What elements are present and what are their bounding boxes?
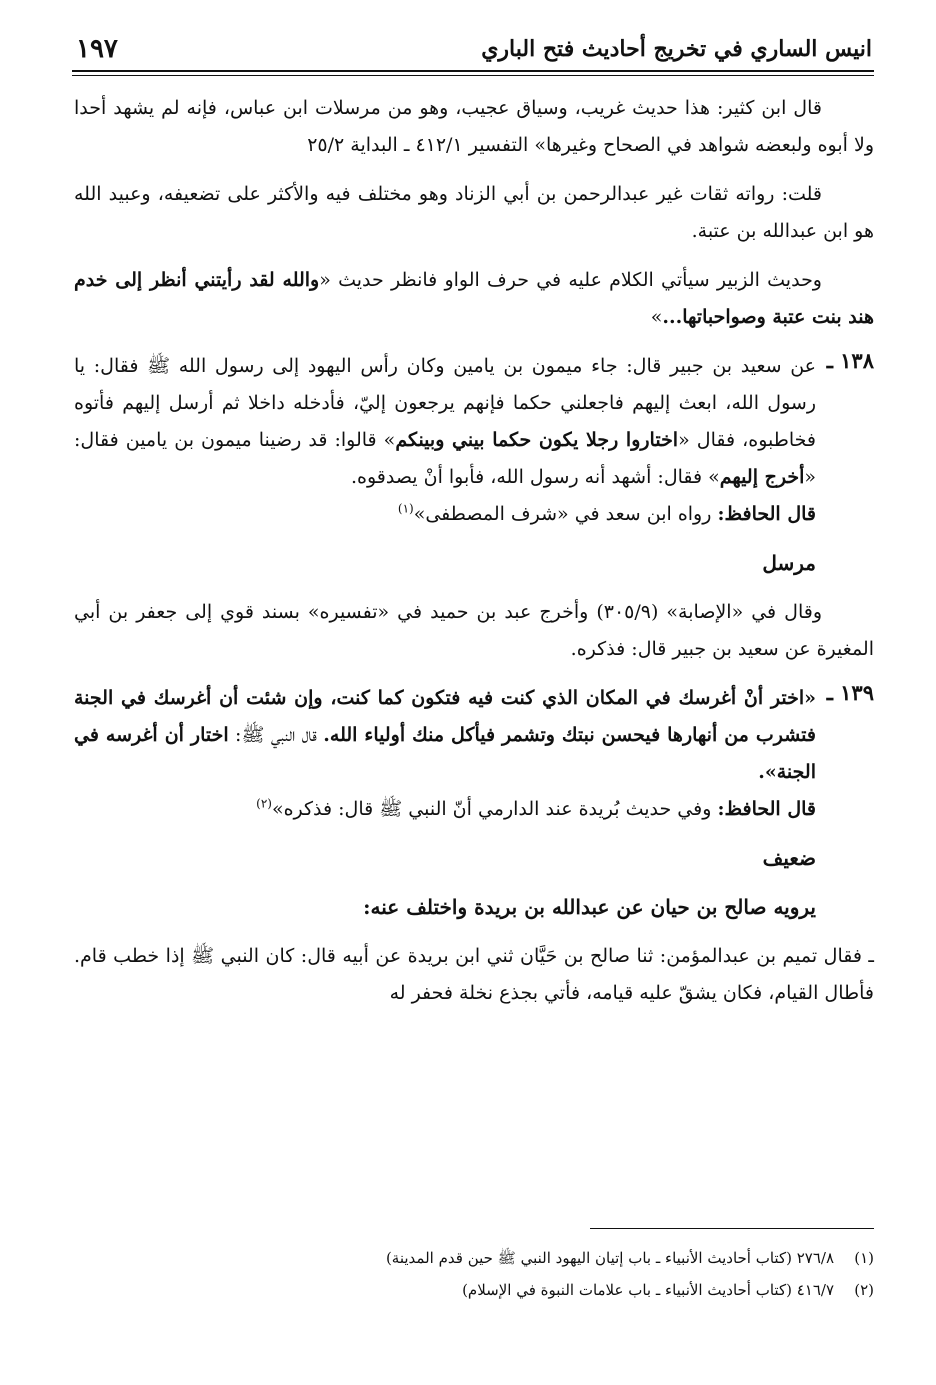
hadith-139-quote: «اختر أنْ أغرسك في المكان الذي كنت فيه فتكون كما كنت، وإن شئت أن أغرسك في الجنة فتشرب من أنهارها فيحسن نبتك وتشمر فيأكل منك أولياء الله. [74,687,816,746]
hafiz-note-138 [74,496,816,533]
footnote-number: (٢) [854,1281,874,1299]
header-rule [72,75,874,76]
hafiz-label: قال الحافظ: [717,798,816,820]
footnote-ref: (٢) [256,796,272,811]
hadith-139 [74,680,874,791]
footnote-ref: (١) [397,501,414,516]
paragraph-tamim: ـ فقال تميم بن عبدالمؤمن: ثنا صالح بن حَيَّان ثني ابن بريدة عن أبيه قال: كان النبي ﷺ إذا خطب قام. فأطال القيام، فكان يشقّ عليه قيامه، فأتي بجذع نخلة فحفر له [74,945,874,1004]
footnotes [74,1242,874,1306]
hadith-139-part-b: قال النبي ﷺ: [228,724,324,746]
zubair-hadith-quote: والله لقد رأيتني أنظر إلى خدم هند بنت عتبة وصواحباتها... [74,269,874,328]
paragraph-zubair [74,262,874,336]
hadith-138-text [74,348,816,496]
footnote-2 [74,1274,874,1306]
zubair-quote-close: » [650,306,663,328]
paragraph-ibn-kathir: قال ابن كثير: هذا حديث غريب، وسياق عجيب، وهو من مرسلات ابن عباس، فإنه لم يشهد أحدا ولا أبوه ولبعضه شواهد في الصحاح وغيرها» التفسير ٤١٢/١ ـ البداية ٢٥/٢ [74,97,874,156]
hafiz-text: رواه ابن سعد في «شرف المصطفى» [413,503,712,525]
hadith-138-quote-1: اختاروا رجلا يكون حكما بيني وبينكم [395,429,679,451]
paragraph-qultu: قلت: رواته ثقات غير عبدالرحمن بن أبي الزناد وهو مختلف فيه والأكثر على تضعيفه، وعبيد الله هو ابن عبدالله بن عتبة. [74,183,874,242]
page-number: ١٩٧ [76,34,118,64]
hadith-138-part-a: عن سعيد بن جبير قال: جاء ميمون بن يامين وكان رأس اليهود إلى رسول الله ﷺ فقال: يا رسول الله، ابعث إليهم فاجعلني حكما فإنهم يرجعون إليّ، فأدخله داخلا ثم أرسل إليهم فأتوه فخاطبوه، فقال « [74,355,816,451]
book-title: انيس الساري في تخريج أحاديث فتح الباري [481,36,872,62]
hadith-139-text [74,680,816,791]
hadith-number: ١٣٩ ـ [826,680,874,705]
paragraph-isaba: وقال في «الإصابة» (٣٠٥/٩) وأخرج عبد بن حميد في «تفسيره» بسند قوي إلى جعفر بن أبي المغيرة عن سعيد بن جبير قال: فذكره. [74,601,874,660]
hafiz-note-139 [74,791,816,828]
grade-mursal: مرسل [762,551,816,575]
grade-daif: ضعيف [762,846,816,870]
footnote-number: (١) [854,1249,874,1267]
hadith-139-quote-end: اختار أن أغرسه في الجنة». [74,724,816,783]
hadith-138-quote-2: أخرج إليهم [719,466,805,488]
hadith-138 [74,348,874,496]
running-header [72,30,874,72]
footnote-text: ٤١٦/٧ (كتاب أحاديث الأنبياء ـ باب علامات النبوة في الإسلام) [462,1281,834,1299]
hadith-number: ١٣٨ ـ [826,348,874,373]
hadith-138-part-e: » فقال: أشهد أنه رسول الله، فأبوا أنْ يصدقوه. [350,466,720,488]
footnote-1 [74,1242,874,1274]
hafiz-label: قال الحافظ: [717,503,816,525]
hadith-138-part-c: » قالوا: قد رضينا ميمون بن يامين فقال: « [74,429,816,488]
page-body [74,90,874,1012]
zubair-text: وحديث الزبير سيأتي الكلام عليه في حرف الواو فانظر حديث « [319,269,822,291]
hafiz-text: وفي حديث بُريدة عند الدارمي أنّ النبي ﷺ قال: فذكره» [271,798,712,820]
chain-heading: يرويه صالح بن حيان عن عبدالله بن بريدة واختلف عنه: [363,895,816,919]
footnote-separator [590,1228,874,1229]
footnote-text: ٢٧٦/٨ (كتاب أحاديث الأنبياء ـ باب إتيان اليهود النبي ﷺ حين قدم المدينة) [385,1249,834,1267]
